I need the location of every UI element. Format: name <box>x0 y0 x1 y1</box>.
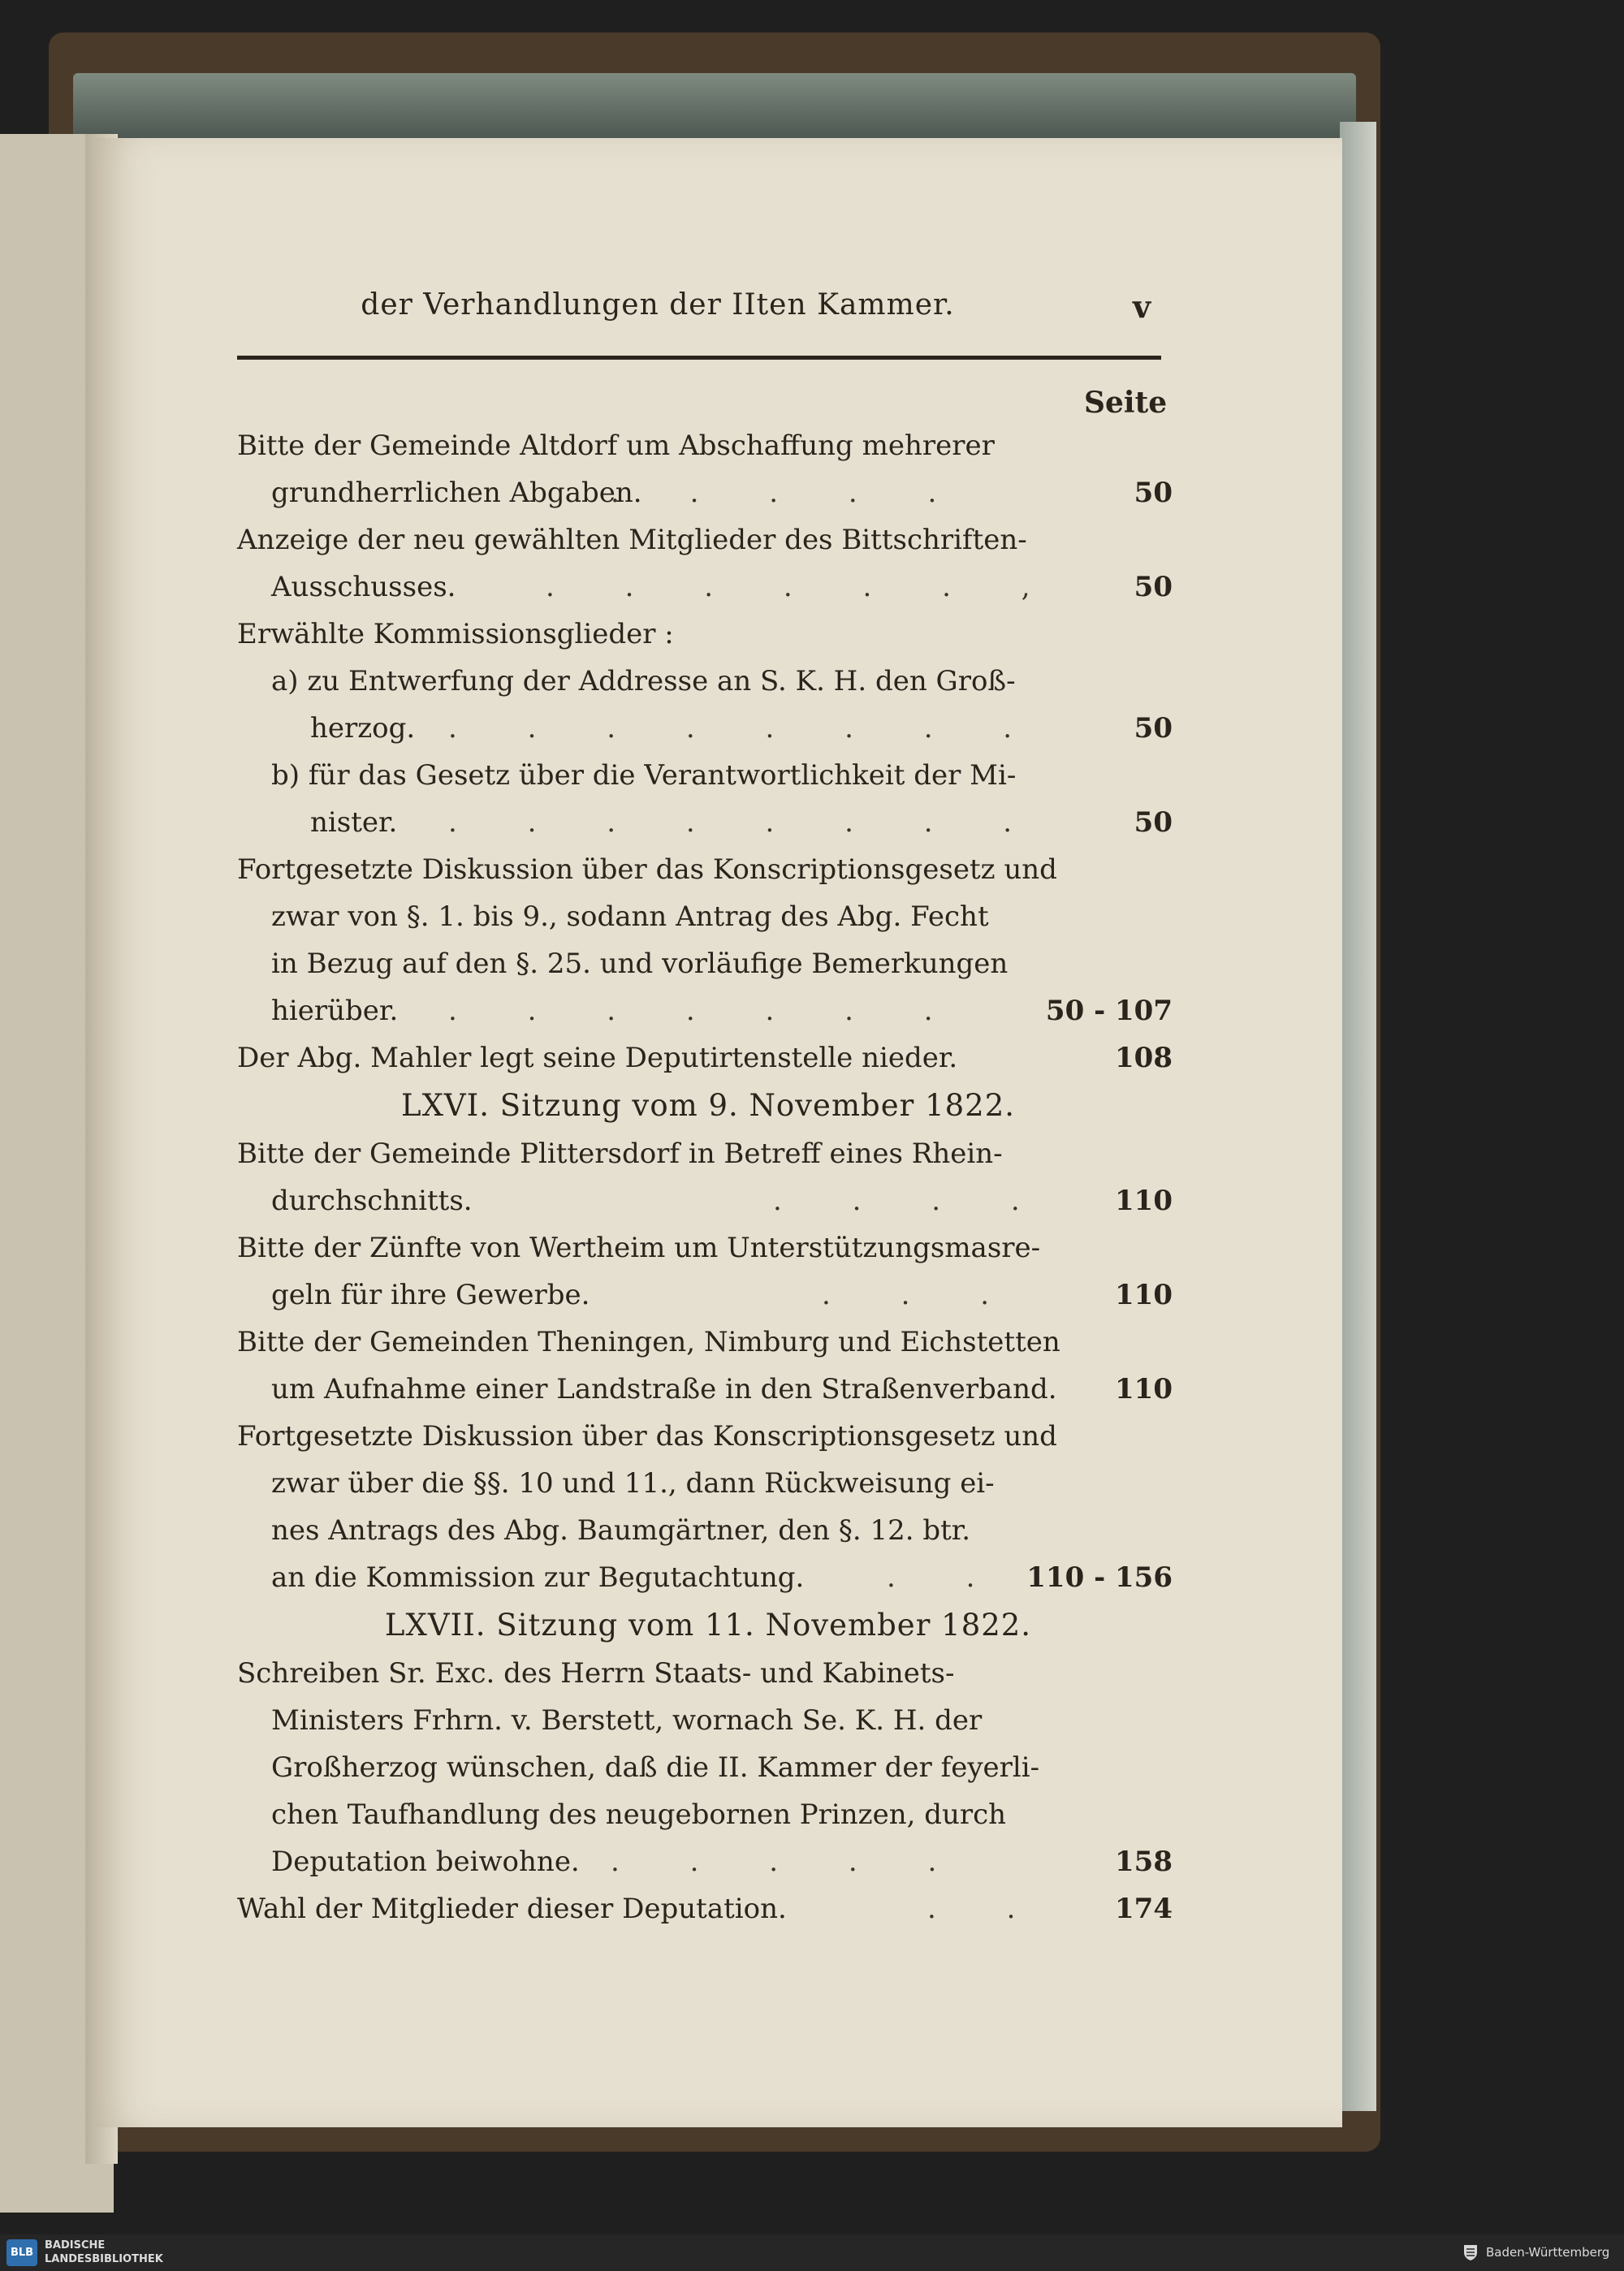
toc-text: Großherzog wünschen, daß die II. Kammer der feyerli- <box>271 1751 1040 1784</box>
seite-column-label: Seite <box>1084 386 1168 420</box>
toc-text: Schreiben Sr. Exc. des Herrn Staats- und Kabinets- <box>237 1657 955 1690</box>
toc-text: Bitte der Zünfte von Wertheim um Unterstützungsmasre- <box>237 1232 1041 1264</box>
toc-line <box>237 1744 1179 1791</box>
toc-line <box>237 1650 1179 1697</box>
viewer-footer <box>0 2234 1624 2271</box>
toc-text: Wahl der Mitglieder dieser Deputation. <box>237 1893 787 1925</box>
toc-page: 158 <box>1115 1846 1173 1878</box>
toc-page: 110 <box>1115 1279 1173 1311</box>
toc-page: 50 <box>1134 712 1173 745</box>
toc-line <box>237 1366 1179 1413</box>
toc-text: Ministers Frhrn. v. Berstett, wornach Se. K. H. der <box>271 1704 983 1737</box>
library-name-line-2: LANDESBIBLIOTHEK <box>45 2253 163 2265</box>
running-head: der Verhandlungen der IIten Kammer. <box>361 288 955 322</box>
toc-text: Ausschusses. <box>271 571 456 603</box>
toc-text: a) zu Entwerfung der Addresse an S. K. H. den Groß- <box>271 665 1016 697</box>
toc-line: an die Kommission zur Begutachtung. . . 110 - 156 <box>237 1554 1179 1601</box>
baden-wuerttemberg-crest-icon <box>1462 2243 1479 2261</box>
toc-text: Der Abg. Mahler legt seine Deputirtenstelle nieder. <box>237 1042 958 1074</box>
toc-text: Bitte der Gemeinde Altdorf um Abschaffung mehrerer <box>237 430 995 462</box>
toc-line: grundherrlichen Abgaben. . . . . . 50 <box>237 469 1179 516</box>
toc-page: 110 <box>1115 1185 1173 1217</box>
page-number: v <box>1133 288 1151 325</box>
toc-text: grundherrlichen Abgaben. <box>271 477 642 509</box>
library-name <box>45 2239 163 2266</box>
toc-page: 108 <box>1115 1042 1173 1074</box>
library-name-line-1: BADISCHE <box>45 2239 106 2252</box>
toc-line <box>237 1697 1179 1744</box>
toc-line <box>237 658 1179 705</box>
toc-line <box>237 1791 1179 1838</box>
toc-text: nes Antrags des Abg. Baumgärtner, den §. 12. btr. <box>271 1514 971 1547</box>
toc-line <box>237 940 1179 987</box>
toc-line <box>237 516 1179 563</box>
toc-page: 50 - 107 <box>1045 995 1173 1027</box>
toc-text: herzog. <box>310 712 416 745</box>
toc-text: an die Kommission zur Begutachtung. <box>271 1561 805 1594</box>
toc-text: Bitte der Gemeinden Theningen, Nimburg und Eichstetten <box>237 1326 1060 1358</box>
toc-text: geln für ihre Gewerbe. <box>271 1279 590 1311</box>
toc-line <box>237 846 1179 893</box>
toc-text: durchschnitts. <box>271 1185 473 1217</box>
toc-page: 110 <box>1115 1373 1173 1405</box>
toc-text: Fortgesetzte Diskussion über das Konscriptionsgesetz und <box>237 853 1057 886</box>
toc-page: 110 - 156 <box>1026 1561 1173 1594</box>
toc-line: geln für ihre Gewerbe. . . . 110 <box>237 1272 1179 1319</box>
toc-page: 50 <box>1134 571 1173 603</box>
toc-line: Ausschusses. . . . . . . , 50 <box>237 563 1179 611</box>
toc-text: hierüber. <box>271 995 399 1027</box>
toc-page: 50 <box>1134 477 1173 509</box>
toc-line <box>237 893 1179 940</box>
header-rule <box>237 356 1161 360</box>
toc-text: um Aufnahme einer Landstraße in den Straßenverband. <box>271 1373 1057 1405</box>
toc-page: 174 <box>1115 1893 1173 1925</box>
page-edges <box>73 73 1356 138</box>
state-name[interactable]: Baden-Württemberg <box>1486 2245 1610 2260</box>
toc-text: Anzeige der neu gewählten Mitglieder des Bittschriften- <box>237 524 1027 556</box>
toc-text: Erwählte Kommissionsglieder : <box>237 618 674 650</box>
toc-line <box>237 1224 1179 1272</box>
toc-line: durchschnitts. . . . . 110 <box>237 1177 1179 1224</box>
session-heading: LXVII. Sitzung vom 11. November 1822. <box>384 1608 1032 1643</box>
session-heading: LXVI. Sitzung vom 9. November 1822. <box>401 1088 1015 1123</box>
toc-text: Fortgesetzte Diskussion über das Konscriptionsgesetz und <box>237 1420 1057 1453</box>
toc-line: hierüber. . . . . . . . 50 - 107 <box>237 987 1179 1034</box>
toc-page: 50 <box>1134 806 1173 839</box>
toc-line <box>237 1034 1179 1082</box>
toc-line <box>237 1319 1179 1366</box>
toc-text: b) für das Gesetz über die Verantwortlichkeit der Mi- <box>271 759 1017 792</box>
toc-line <box>237 1507 1179 1554</box>
toc-line <box>237 611 1179 658</box>
toc-line <box>237 422 1179 469</box>
toc-line: Deputation beiwohne. . . . . . 158 <box>237 1838 1179 1885</box>
toc-text: Deputation beiwohne. <box>271 1846 580 1878</box>
toc-line <box>237 752 1179 799</box>
toc-line: Wahl der Mitglieder dieser Deputation. . . 174 <box>237 1885 1179 1932</box>
toc-text: chen Taufhandlung des neugebornen Prinzen, durch <box>271 1798 1007 1831</box>
toc-line: nister. . . . . . . . . 50 <box>237 799 1179 846</box>
toc-text: zwar von §. 1. bis 9., sodann Antrag des Abg. Fecht <box>271 900 989 933</box>
toc-text: Bitte der Gemeinde Plittersdorf in Betreff eines Rhein- <box>237 1138 1003 1170</box>
toc-text: zwar über die §§. 10 und 11., dann Rückweisung ei- <box>271 1467 995 1500</box>
toc-line: herzog. . . . . . . . . 50 <box>237 705 1179 752</box>
table-of-contents <box>237 422 1179 1932</box>
blb-logo[interactable]: BLB <box>6 2239 37 2266</box>
toc-text: nister. <box>310 806 398 839</box>
toc-line <box>237 1413 1179 1460</box>
right-page-stack <box>1340 122 1376 2111</box>
toc-line <box>237 1130 1179 1177</box>
toc-line <box>237 1460 1179 1507</box>
toc-text: in Bezug auf den §. 25. und vorläufige Bemerkungen <box>271 948 1009 980</box>
